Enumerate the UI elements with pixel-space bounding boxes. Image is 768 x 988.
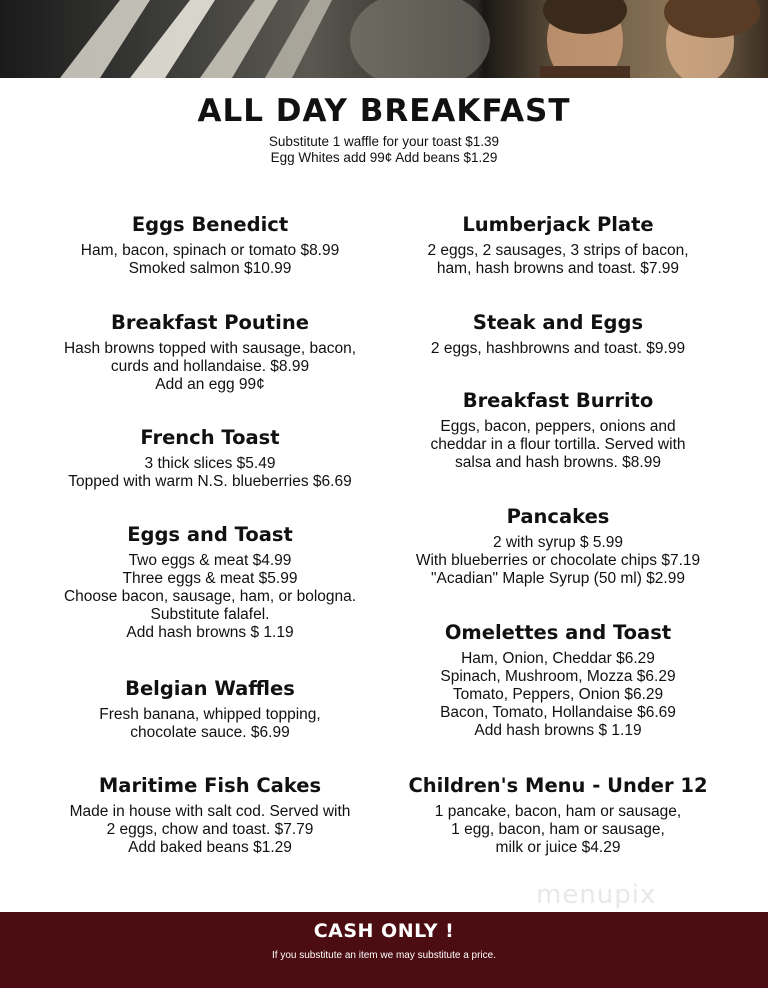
- cash-only-notice: CASH ONLY !: [313, 920, 455, 942]
- menu-item-french-toast: [20, 425, 400, 491]
- menu-item-line: Hash browns topped with sausage, bacon,: [63, 340, 357, 357]
- menu-item-line: 3 thick slices $5.49: [144, 455, 276, 472]
- menu-item-line: 1 pancake, bacon, ham or sausage,: [434, 803, 682, 820]
- menu-item-title: Steak and Eggs: [472, 311, 644, 334]
- menu-item-breakfast-poutine: [20, 310, 400, 394]
- substitution-note: If you substitute an item we may substitute a price.: [272, 950, 496, 961]
- menu-item-line: Made in house with salt cod. Served with: [69, 803, 351, 820]
- menu-item-line: milk or juice $4.29: [495, 839, 621, 856]
- menu-item-title: Eggs Benedict: [131, 213, 289, 236]
- menu-item-line: chocolate sauce. $6.99: [130, 724, 290, 741]
- menu-item-eggs-benedict: [20, 212, 400, 278]
- menu-item-eggs-and-toast: [20, 522, 400, 642]
- menu-item-line: Spinach, Mushroom, Mozza $6.29: [440, 668, 676, 685]
- menu-item-line: cheddar in a flour tortilla. Served with: [430, 436, 686, 453]
- menu-item-line: 2 with syrup $ 5.99: [492, 534, 624, 551]
- menu-item-line: Topped with warm N.S. blueberries $6.69: [68, 473, 352, 490]
- menu-item-line: Bacon, Tomato, Hollandaise $6.69: [440, 704, 676, 721]
- menu-item-line: Three eggs & meat $5.99: [122, 570, 298, 587]
- menu-item-title: Maritime Fish Cakes: [98, 774, 322, 797]
- menu-item-line: Smoked salmon $10.99: [128, 260, 292, 277]
- menu-item-belgian-waffles: [20, 676, 400, 742]
- banner-illustration: [0, 0, 768, 78]
- menu-item-line: Tomato, Peppers, Onion $6.29: [452, 686, 664, 703]
- menu-item-title: Omelettes and Toast: [444, 621, 672, 644]
- menu-item-line: With blueberries or chocolate chips $7.19: [415, 552, 701, 569]
- menu-item-line: Choose bacon, sausage, ham, or bologna.: [63, 588, 357, 605]
- menu-item-line: Two eggs & meat $4.99: [128, 552, 292, 569]
- watermark: menupix: [536, 880, 657, 910]
- menu-item-omelettes-and-toast: [368, 620, 748, 740]
- menu-item-line: Ham, Onion, Cheddar $6.29: [461, 650, 655, 667]
- menu-title: ALL DAY BREAKFAST: [197, 93, 571, 129]
- menu-item-title: Breakfast Poutine: [111, 311, 309, 334]
- menu-item-line: 2 eggs, chow and toast. $7.79: [106, 821, 314, 838]
- menu-item-pancakes: [368, 504, 748, 588]
- header-notes: [0, 134, 768, 166]
- menu-item-line: 1 egg, bacon, ham or sausage,: [451, 821, 665, 838]
- menu-item-title: Children's Menu - Under 12: [408, 774, 708, 797]
- menu-item-title: Belgian Waffles: [125, 677, 295, 700]
- menu-header: [0, 92, 768, 166]
- menu-item-line: Ham, bacon, spinach or tomato $8.99: [80, 242, 340, 259]
- menu-item-line: Add an egg 99¢: [155, 376, 265, 393]
- menu-item-title: French Toast: [140, 426, 280, 449]
- menu-item-line: 2 eggs, hashbrowns and toast. $9.99: [430, 340, 686, 357]
- menu-item-title: Breakfast Burrito: [462, 389, 654, 412]
- menu-item-line: Add hash browns $ 1.19: [126, 624, 294, 641]
- header-note: Egg Whites add 99¢ Add beans $1.29: [270, 150, 498, 165]
- footer-bar: [0, 912, 768, 988]
- menu-item-title: Eggs and Toast: [127, 523, 293, 546]
- menu-item-lumberjack-plate: [368, 212, 748, 278]
- menu-item-title: Lumberjack Plate: [462, 213, 654, 236]
- menu-item-line: Substitute falafel.: [150, 606, 270, 623]
- menu-item-line: ham, hash browns and toast. $7.99: [436, 260, 680, 277]
- menu-item-line: salsa and hash browns. $8.99: [455, 454, 661, 471]
- menu-item-maritime-fish-cakes: [20, 773, 400, 857]
- menu-item-line: curds and hollandaise. $8.99: [110, 358, 310, 375]
- menu-item-line: Add hash browns $ 1.19: [474, 722, 642, 739]
- menu-item-line: "Acadian" Maple Syrup (50 ml) $2.99: [431, 570, 685, 587]
- menu-item-breakfast-burrito: [368, 388, 748, 472]
- menu-item-line: Add baked beans $1.29: [128, 839, 292, 856]
- header-note: Substitute 1 waffle for your toast $1.39: [268, 134, 500, 149]
- menu-item-title: Pancakes: [506, 505, 610, 528]
- header-banner-photo: [0, 0, 768, 78]
- menu-item-steak-and-eggs: [368, 310, 748, 358]
- menu-item-childrens-menu: [368, 773, 748, 857]
- menu-item-line: 2 eggs, 2 sausages, 3 strips of bacon,: [427, 242, 689, 259]
- menu-item-line: Fresh banana, whipped topping,: [99, 706, 321, 723]
- menu-item-line: Eggs, bacon, peppers, onions and: [440, 418, 676, 435]
